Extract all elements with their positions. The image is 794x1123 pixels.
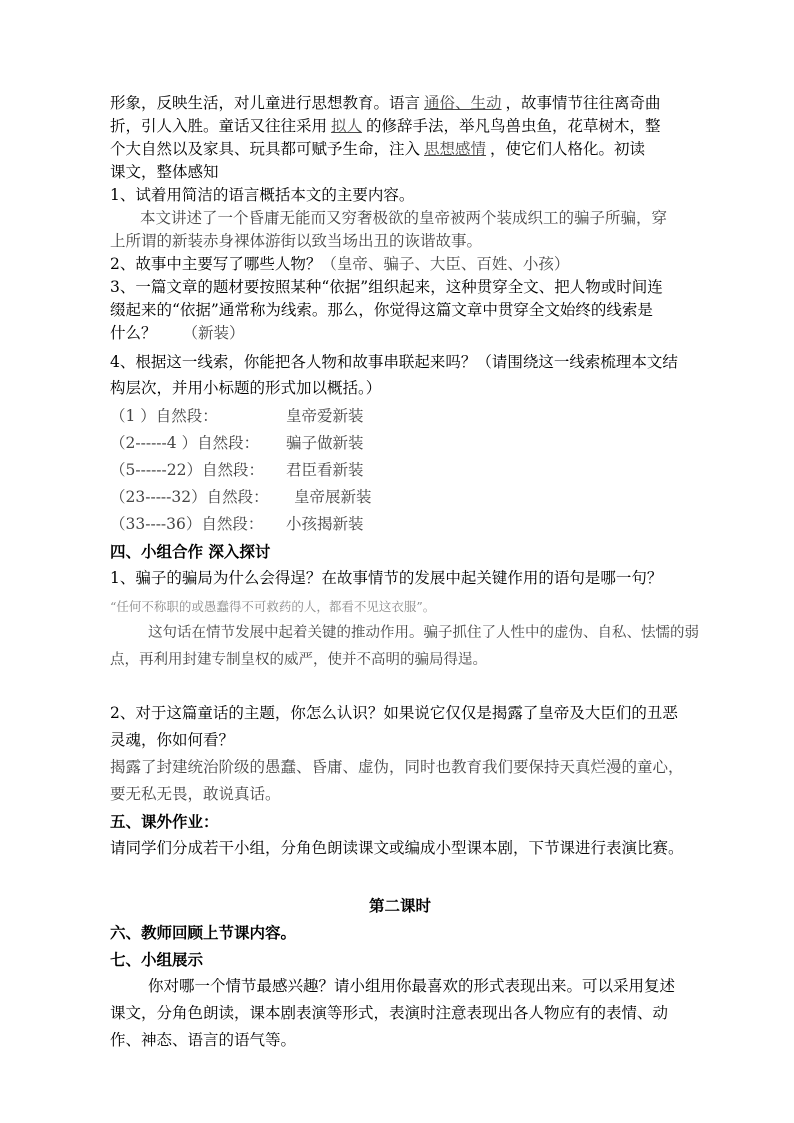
answer-1-line-1: 本文讲述了一个昏庸无能而又穷奢极欲的皇帝被两个装成织工的骗子所骗，穿 xyxy=(140,209,668,227)
question-4-line-2: 构层次，并用小标题的形式加以概括。） xyxy=(110,379,382,397)
answer-blank-feeling: 思想感情 xyxy=(424,140,487,158)
lesson-2-title: 第二课时 xyxy=(368,896,431,915)
key-sentence-quote: “任何不称职的或愚蠢得不可救药的人，都看不见这衣服”。 xyxy=(110,599,436,614)
section-4-question-1: 1、骗子的骗局为什么会得逞？在故事情节的发展中起关键作用的语句是哪一句？ xyxy=(110,569,663,587)
spacer xyxy=(110,674,690,700)
answer-2: （皇帝、骗子、大臣、百姓、小孩） xyxy=(321,255,570,273)
section-4-answer-1-line-2: 点，再利用封建专制皇权的威严，使并不高明的骗局得逞。 xyxy=(110,652,487,668)
section-7-line-3: 作、神态、语言的语气等。 xyxy=(110,1031,297,1049)
section-4-question-2-line-1: 2、对于这篇童话的主题，你怎么认识？如果说它仅仅是揭露了皇帝及大臣们的丑恶 xyxy=(110,704,678,722)
document-page xyxy=(110,92,699,1054)
outline-row: （33----36）自然段： 小孩揭新装 xyxy=(110,515,364,533)
outline-row: （5------22）自然段： 君臣看新装 xyxy=(110,461,364,479)
outline-row: （1 ）自然段： 皇帝爱新装 xyxy=(110,407,364,425)
intro-line-3: 个大自然以及家具、玩具都可赋予生命，注入 思想感情 ，使它们人格化。初读 xyxy=(110,140,646,158)
section-7-line-1: 你对哪一个情节最感兴趣？请小组用你最喜欢的形式表现出来。可以采用复述 xyxy=(148,977,676,995)
section-4-question-2-line-2: 灵魂，你如何看？ xyxy=(110,731,235,749)
section-4-answer-1-line-1: 这句话在情节发展中起着关键的推动作用。骗子抓住了人性中的虚伪、自私、怯懦的弱 xyxy=(148,625,699,641)
outline-row: （23-----32）自然段： 皇帝展新装 xyxy=(110,488,372,506)
section-4-heading: 四、小组合作 深入探讨 xyxy=(110,542,271,561)
question-3-line-2: 缀起来的“依据”通常称为线索。那么，你觉得这篇文章中贯穿全文始终的线索是 xyxy=(110,301,653,319)
answer-1-line-2: 上所谓的新装赤身裸体游街以致当场出丑的诙谐故事。 xyxy=(110,232,483,250)
section-5-text: 请同学们分成若干小组，分角色朗读课文或编成小型课本剧，下节课进行表演比赛。 xyxy=(110,839,684,857)
question-3-line-3: 什么？ （新装） xyxy=(110,324,245,342)
outline-row: （2------4 ）自然段： 骗子做新装 xyxy=(110,434,364,452)
intro-line-4: 课文，整体感知 xyxy=(110,163,219,181)
section-4-answer-2-line-2: 要无私无畏，敢说真话。 xyxy=(110,785,281,803)
question-4-line-1: 4、根据这一线索，你能把各人物和故事串联起来吗？（请围绕这一线索梳理本文结 xyxy=(110,353,678,371)
spacer xyxy=(110,862,690,892)
section-7-line-2: 课文，分角色朗读，课本剧表演等形式，表演时注意表现出各人物应有的表情、动 xyxy=(110,1004,669,1022)
section-4-answer-2-line-1: 揭露了封建统治阶级的愚蠢、昏庸、虚伪，同时也教育我们要保持天真烂漫的童心， xyxy=(110,758,684,776)
section-7-heading: 七、小组展示 xyxy=(110,950,204,969)
question-2: 2、故事中主要写了哪些人物？（皇帝、骗子、大臣、百姓、小孩） xyxy=(110,255,570,273)
answer-blank-language: 通俗、生动 xyxy=(424,94,502,112)
question-1: 1、试着用简洁的语言概括本文的主要内容。 xyxy=(110,186,415,204)
structure-outline xyxy=(110,403,690,538)
intro-line-2: 折，引人入胜。童话又往往采用 拟人 的修辞手法，举凡鸟兽虫鱼，花草树木，整 xyxy=(110,117,661,135)
answer-blank-rhetoric: 拟人 xyxy=(331,117,363,135)
section-6-heading: 六、教师回顾上节课内容。 xyxy=(110,923,297,942)
answer-3: （新装） xyxy=(182,324,245,342)
question-3-line-1: 3、一篇文章的题材要按照某种“依据”组织起来，这种贯穿全文、把人物或时间连 xyxy=(110,278,663,296)
section-5-heading: 五、课外作业： xyxy=(110,812,219,831)
intro-line-1: 形象，反映生活，对儿童进行思想教育。语言 通俗、生动 ，故事情节往往离奇曲 xyxy=(110,94,661,112)
